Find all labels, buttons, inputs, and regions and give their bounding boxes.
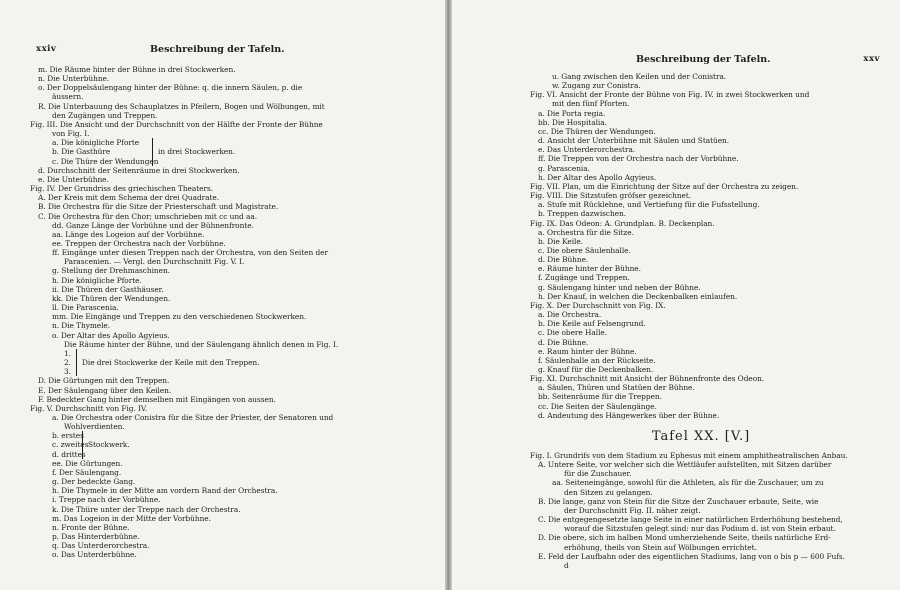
text-line: d. Ansicht der Unterbühne mit Säulen und Statüen. [538,136,730,146]
text-line: b. Treppen dazwischen. [538,209,627,219]
text-line: Fig. III. Die Ansicht und der Durchschnitt von der Hälfte der Fronte der Bühne [30,119,323,129]
text-line: Fig. IV. Der Grundriss des griechischen Theaters. [30,184,214,194]
text-line: d. Andeutung des Hängewerkes über der Bühne. [538,410,720,420]
text-line: cc. Die Thüren der Wendungen. [538,126,656,136]
text-line: d [564,560,569,570]
left-running-title: Beschreibung der Tafeln. [150,44,285,55]
book-gutter [445,0,452,590]
text-line: E. Der Säulengang über den Keilen. [38,385,172,395]
text-line: n. Fronte der Bühne. [52,522,130,532]
text-line: ff. Eingänge unter diesen Treppen nach der Orchestra, von den Seiten der [52,248,328,258]
right-page-header [452,44,900,65]
text-line: m. Das Logeion in der Mitte der Vorbühne. [52,513,211,523]
text-line: f. Zugänge und Treppen. [538,273,630,283]
text-line: B. Die Orchestra für die Sitze der Priesterschaft und Magistrate. [38,202,279,212]
text-line: F. Bedeckter Gang hinter demselben mit Eingängen von aussen. [38,394,276,404]
text-line: Die Räume hinter der Bühne, und der Säulengang ähnlich denen in Fig. I. [64,339,339,349]
text-line: h. Die Thymele in der Mitte am vordern Rand der Orchestra. [52,486,278,496]
text-line: D. Die Gürtungen mit den Treppen. [38,376,170,386]
brace-label: in drei Stockwerken. [158,147,236,157]
text-line: aa. Seiteneingänge, sowohl für die Athleten, als für die Zuschauer, um zu [552,478,824,488]
text-line: g. Säulengang hinter und neben der Bühne. [538,282,701,292]
text-line: für die Zuschauer. [564,469,632,479]
brace-label: Stockwerk. [88,440,130,450]
text-line: g. Knauf für die Deckenbalken. [538,365,654,374]
brace-item: 2. [64,358,71,368]
text-line: q. Das Unterderorchestra. [52,541,150,551]
text-line: h. Die königliche Pforte. [52,275,142,285]
text-line: ii. Die Thüren der Gasthäuser. [52,284,164,294]
brace-group-stockwerke [30,349,408,377]
text-line: aa. Länge des Logeion auf der Vorbühne. [52,229,205,239]
brace-item: d. drittes [52,449,86,459]
section-title: Tafel XX. [V.] [651,428,751,444]
text-line: E. Feld der Laufbahn oder des eigentlichen Stadiums, lang von o bis p — 600 Fufs. [538,551,845,561]
text-line: B. Die lange, ganz von Stein für die Sitze der Zuschauer erbaute, Seite, wie [538,496,819,506]
text-line: R. Die Unterbauung des Schauplatzes in Pfeilern, Bogen und Wölbungen, mit [38,101,325,111]
text-line: o. Der Doppelsäulengang hinter der Bühne: q. die innern Säulen, p. die [38,83,303,93]
text-line: Fig. VIII. Die Sitzstufen gröfser gezeichnet. [530,191,692,201]
text-line: a. Säulen, Thüren und Statüen der Bühne. [538,383,695,393]
brace-group-stockwerk [30,431,408,459]
text-line: Fig. IX. Das Odeon: A. Grundplan. B. Deckenplan. [530,218,715,228]
text-line: m. Die Räume hinter der Bühne in drei Stockwerken. [38,65,236,74]
text-line: n. Die Thymele. [52,321,111,331]
text-line: c. Die obere Halle. [538,328,608,338]
left-page-text [30,65,408,560]
text-line: erhöhung, theils von Stein auf Wölbungen errichtet. [564,542,757,552]
text-line: u. Gang zwischen den Keilen und der Conistra. [552,72,727,81]
text-line: den Zugängen und Treppen. [52,110,158,120]
text-line: der Durchschnitt Fig. II. näher zeigt. [564,505,701,515]
text-line: d. Durchschnitt der Seitenräume in drei Stockwerken. [38,165,240,175]
text-line: Fig. I. Grundrifs von dem Stadium zu Ephesus mit einem amphitheatralischen Anbau. [530,450,848,460]
left-page-header [0,44,445,58]
text-line: kk. Die Thüren der Wendungen. [52,293,171,303]
text-line: ee. Die Gürtungen. [52,458,123,468]
text-line: g. Der bedeckte Gang. [52,477,136,487]
text-line: Parascenien. — Vergl. den Durchschnitt Fig. V. I. [64,257,245,267]
text-line: mit den fünf Pforten. [552,99,630,109]
text-line: a. Die Porta regia. [538,108,606,118]
brace-item: b. Die Gasthüre [52,147,111,157]
text-line: g. Parascenia. [538,163,590,173]
text-line: h. Der Knauf, in welchen die Deckenbalken einlaufen. [538,291,738,301]
brace-item: c. zweites [52,440,89,450]
text-line: ll. Die Parascenia. [52,303,119,313]
text-line: e. Räume hinter der Bühne. [538,264,641,274]
text-line: w. Zugang zur Conistra. [552,81,641,91]
text-line: bb. Seitenräume für die Treppen. [538,392,662,402]
text-line: c. Die obere Säulenhalle. [538,245,631,255]
text-line: Fig. VII. Plan, um die Einrichtung der Sitze auf der Orchestra zu zeigen. [530,181,799,191]
text-line: A. Der Kreis mit dem Schema der drei Quadrate. [38,193,220,203]
text-line: a. Stufe mit Rücklehne, und Vertiefung für die Fufsstellung. [538,200,760,210]
text-line: worauf die Sitzstufen gelegt sind: nur das Podium d. ist von Stein erbaut. [564,524,836,534]
text-line: a. Die Orchestra oder Conistra für die Sitze der Priester, der Senatoren und [52,413,334,422]
text-line: f. Der Säulengang. [52,467,122,477]
text-line: o. Der Altar des Apollo Agyieus. [52,330,170,340]
text-line: äussern. [52,92,84,102]
text-line: ff. Die Treppen von der Orchestra nach der Vorbühne. [538,154,739,164]
text-line: g. Stellung der Drehmaschinen. [52,266,170,276]
text-line: e. Die Unterbühne. [38,174,109,184]
text-line: d. Die Bühne. [538,337,589,347]
text-line: e. Raum hinter der Bühne. [538,346,637,356]
text-line: von Fig. I. [52,129,90,139]
text-line: f. Säulenhalle an der Rückseite. [538,355,656,365]
text-line: A. Untere Seite, vor welcher sich die Wettläufer aufstellten, mit Sitzen darüber [538,460,832,470]
brace-group-pforten [30,138,408,166]
text-line: i. Treppe nach der Vorbühne. [52,495,161,505]
text-line: p. Das Hinterderbühne. [52,532,140,542]
text-line: den Sitzen zu gelangen. [564,487,653,497]
left-page [0,0,445,590]
text-line: Fig. VI. Ansicht der Fronte der Bühne von Fig. IV. in zwei Stockwerken und [530,90,810,100]
text-line: D. Die obere, sich im halben Mond umherziehende Seite, theils natürliche Erd- [538,533,831,543]
text-line: n. Die Unterbühne. [38,74,110,84]
text-line: cc. Die Seiten der Säulengänge. [538,401,657,411]
text-line: C. Die entgegengesetzte lange Seite in einer natürlichen Erderhöhung bestehend, [538,515,843,525]
brace-item: 3. [64,367,71,377]
text-line: Fig. V. Durchschnitt von Fig. IV. [30,403,148,413]
text-line: h. Der Altar des Apollo Agyieus. [538,172,657,182]
left-page-number: xxiv [36,44,57,54]
text-line: d. Die Bühne. [538,255,589,265]
text-line: Wohlverdienten. [64,422,125,432]
text-line: dd. Ganze Länge der Vorbühne und der Bühnenfronte. [52,220,254,230]
text-line: Fig. X. Der Durchschnitt von Fig. IX. [530,300,666,310]
text-line: b. Die Keile. [538,236,583,246]
right-page-number: xxv [863,54,880,64]
brace-item: c. Die Thüre der Wendungen [52,156,159,166]
brace-item: b. erstes [52,431,84,441]
text-line: bb. Die Hospitalia. [538,117,607,127]
text-line: a. Orchestra für die Sitze. [538,227,634,237]
text-line: a. Die Orchestra. [538,310,602,320]
text-line: mm. Die Eingänge und Treppen zu den verschiedenen Stockwerken. [52,312,307,322]
text-line: o. Das Unterderbühne. [52,550,137,560]
right-running-title: Beschreibung der Tafeln. [636,54,771,65]
text-line: ee. Treppen der Orchestra nach der Vorbühne. [52,239,226,248]
text-line: Fig. XI. Durchschnitt mit Ansicht der Bühnenfronte des Odeon. [530,374,765,384]
text-line: b. Die Keile auf Felsengrund. [538,319,646,329]
text-line: C. Die Orchestra für den Chor; umschrieben mit cc und aa. [38,211,258,221]
text-line: e. Das Unterderorchestra. [538,145,636,155]
right-page-text [530,72,872,570]
brace-item: a. Die königliche Pforte [52,138,140,148]
brace-item: 1. [64,348,71,358]
text-line: k. Die Thüre unter der Treppe nach der Orchestra. [52,504,241,514]
brace-label: Die drei Stockwerke der Keile mit den Treppen. [82,357,260,367]
right-page [452,0,900,590]
